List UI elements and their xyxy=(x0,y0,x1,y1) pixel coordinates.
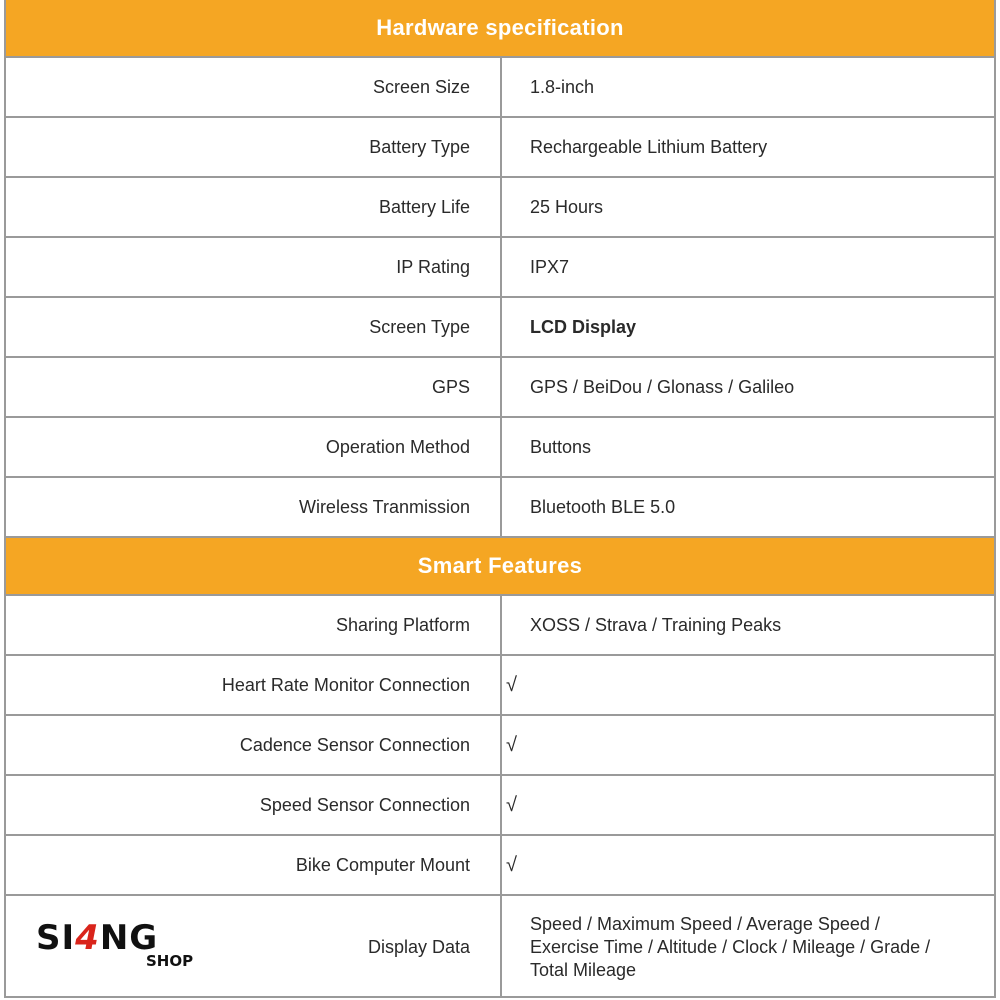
row-label: Cadence Sensor Connection xyxy=(6,716,502,774)
table-row xyxy=(6,298,994,358)
row-label: Screen Type xyxy=(6,298,502,356)
row-label: Operation Method xyxy=(6,418,502,476)
table-row xyxy=(6,776,994,836)
checkmark-icon: √ xyxy=(506,793,517,816)
logo-accent: 4 xyxy=(75,918,100,958)
hardware-section-title: Hardware specification xyxy=(6,0,994,58)
table-row xyxy=(6,716,994,776)
row-label: Speed Sensor Connection xyxy=(6,776,502,834)
row-label: Heart Rate Monitor Connection xyxy=(6,656,502,714)
row-value: GPS / BeiDou / Glonass / Galileo xyxy=(530,376,795,397)
checkmark-icon: √ xyxy=(506,853,517,876)
row-value: Buttons xyxy=(530,436,592,457)
checkmark-icon: √ xyxy=(506,733,517,756)
row-label: Display Data xyxy=(6,896,502,998)
row-value: Rechargeable Lithium Battery xyxy=(530,136,768,157)
table-row xyxy=(6,596,994,656)
table-row xyxy=(6,478,994,538)
logo-subtitle: SHOP xyxy=(146,952,194,970)
row-label: Bike Computer Mount xyxy=(6,836,502,894)
row-label: Wireless Tranmission xyxy=(6,478,502,536)
row-value: Bluetooth BLE 5.0 xyxy=(530,496,676,517)
spec-sheet xyxy=(4,0,996,998)
brand-logo xyxy=(36,918,222,974)
table-row xyxy=(6,118,994,178)
row-label: Battery Type xyxy=(6,118,502,176)
table-row xyxy=(6,656,994,716)
table-row xyxy=(6,358,994,418)
table-row xyxy=(6,418,994,478)
row-value: LCD Display xyxy=(530,316,637,337)
logo-part: SI xyxy=(36,918,76,958)
checkmark-icon: √ xyxy=(506,673,517,696)
logo-wordmark xyxy=(36,918,158,958)
row-value: 1.8-inch xyxy=(530,76,595,97)
row-label: Battery Life xyxy=(6,178,502,236)
row-value: XOSS / Strava / Training Peaks xyxy=(530,614,782,635)
row-value: 25 Hours xyxy=(530,196,604,217)
row-value: IPX7 xyxy=(530,256,570,277)
row-label: Sharing Platform xyxy=(6,596,502,654)
table-row xyxy=(6,178,994,238)
table-row xyxy=(6,238,994,298)
table-row xyxy=(6,58,994,118)
row-value: Speed / Maximum Speed / Average Speed / Exercise Time / Altitude / Clock / Mileage / Grade / Total Mileage xyxy=(530,913,931,980)
table-row xyxy=(6,836,994,896)
row-label: Screen Size xyxy=(6,58,502,116)
row-label: IP Rating xyxy=(6,238,502,296)
logo-part: NG xyxy=(99,918,159,958)
row-label: GPS xyxy=(6,358,502,416)
smart-section-title: Smart Features xyxy=(6,538,994,596)
